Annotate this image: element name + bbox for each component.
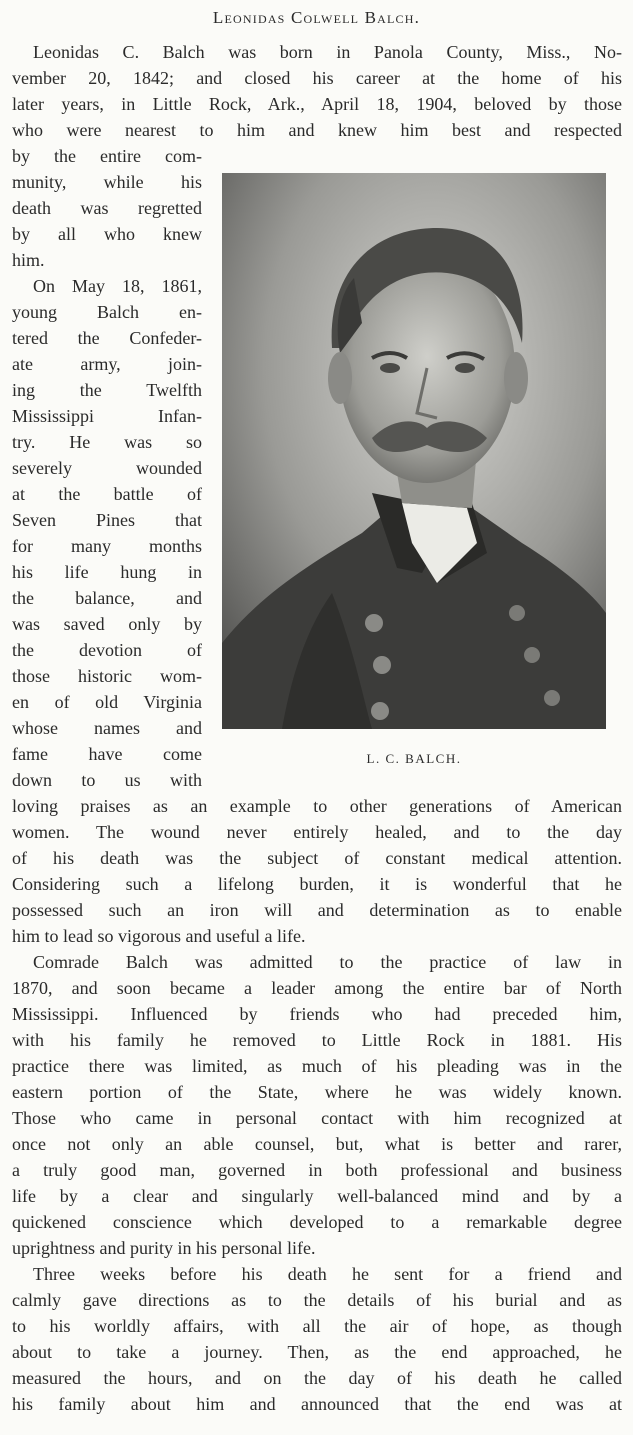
text-line: possessed such an iron will and determination as to enable (12, 900, 622, 920)
text-line: whose names and (12, 718, 202, 738)
text-line: later years, in Little Rock, Ark., April 18, 1904, beloved by those (12, 94, 622, 114)
text-line: On May 18, 1861, (33, 276, 202, 296)
text-line: with his family he removed to Little Rock in 1881. His (12, 1030, 622, 1050)
text-line: life by a clear and singularly well-balanced mind and by a (12, 1186, 622, 1206)
text-line: a truly good man, governed in both professional and business (12, 1160, 622, 1180)
text-line: his family about him and announced that the end was at (12, 1394, 622, 1414)
text-line: Three weeks before his death he sent for a friend and (33, 1264, 622, 1284)
text-line: munity, while his (12, 172, 202, 192)
text-line: try. He was so (12, 432, 202, 452)
text-line: eastern portion of the State, where he was widely known. (12, 1082, 622, 1102)
text-line: 1870, and soon became a leader among the entire bar of North (12, 978, 622, 998)
text-line: Comrade Balch was admitted to the practice of law in (33, 952, 622, 972)
text-line: death was regretted (12, 198, 202, 218)
text-line: severely wounded (12, 458, 202, 478)
text-line: fame have come (12, 744, 202, 764)
text-line: Mississippi. Influenced by friends who had preceded him, (12, 1004, 622, 1024)
text-line: at the battle of (12, 484, 202, 504)
text-line: vember 20, 1842; and closed his career at the home of his (12, 68, 622, 88)
text-line: by the entire com- (12, 146, 202, 166)
text-line: of his death was the subject of constant medical attention. (12, 848, 622, 868)
text-line: his life hung in (12, 562, 202, 582)
text-line: tered the Confeder- (12, 328, 202, 348)
text-line: him. (12, 250, 45, 270)
text-line: quickened conscience which developed to a remarkable degree (12, 1212, 622, 1232)
text-line: for many months (12, 536, 202, 556)
text-line: uprightness and purity in his personal life. (12, 1238, 316, 1258)
page-title: Leonidas Colwell Balch. (212, 8, 421, 27)
text-line: young Balch en- (12, 302, 202, 322)
text-line: was saved only by (12, 614, 202, 634)
text-line: loving praises as an example to other generations of American (12, 796, 622, 816)
text-line: Those who came in personal contact with him recognized at (12, 1108, 622, 1128)
portrait-caption: L. C. BALCH. (366, 751, 462, 766)
text-line: women. The wound never entirely healed, and to the day (12, 822, 622, 842)
text-line: the devotion of (12, 640, 202, 660)
text-line: once not only an able counsel, but, what is better and rarer, (12, 1134, 622, 1154)
text-line: ate army, join- (12, 354, 202, 374)
text-line: calmly gave directions as to the details of his burial and as (12, 1290, 622, 1310)
text-line: Leonidas C. Balch was born in Panola County, Miss., No- (33, 42, 622, 62)
text-line: practice there was limited, as much of his pleading was in the (12, 1056, 622, 1076)
text-line: the balance, and (12, 588, 202, 608)
text-line: ing the Twelfth (12, 380, 202, 400)
text-line: to his worldly affairs, with all the air of hope, as though (12, 1316, 622, 1336)
text-line: by all who knew (12, 224, 202, 244)
text-line: him to lead so vigorous and useful a life. (12, 926, 306, 946)
text-line: who were nearest to him and knew him best and respected (12, 120, 622, 140)
text-line: about to take a journey. Then, as the end approached, he (12, 1342, 622, 1362)
text-line: Considering such a lifelong burden, it is wonderful that he (12, 874, 622, 894)
portrait-photo (222, 173, 606, 729)
text-line: down to us with (12, 770, 202, 790)
text-line: those historic wom- (12, 666, 202, 686)
text-line: measured the hours, and on the day of his death he called (12, 1368, 622, 1388)
text-line: en of old Virginia (12, 692, 202, 712)
text-line: Seven Pines that (12, 510, 202, 530)
text-line: Mississippi Infan- (12, 406, 202, 426)
portrait-illustration (222, 173, 606, 729)
